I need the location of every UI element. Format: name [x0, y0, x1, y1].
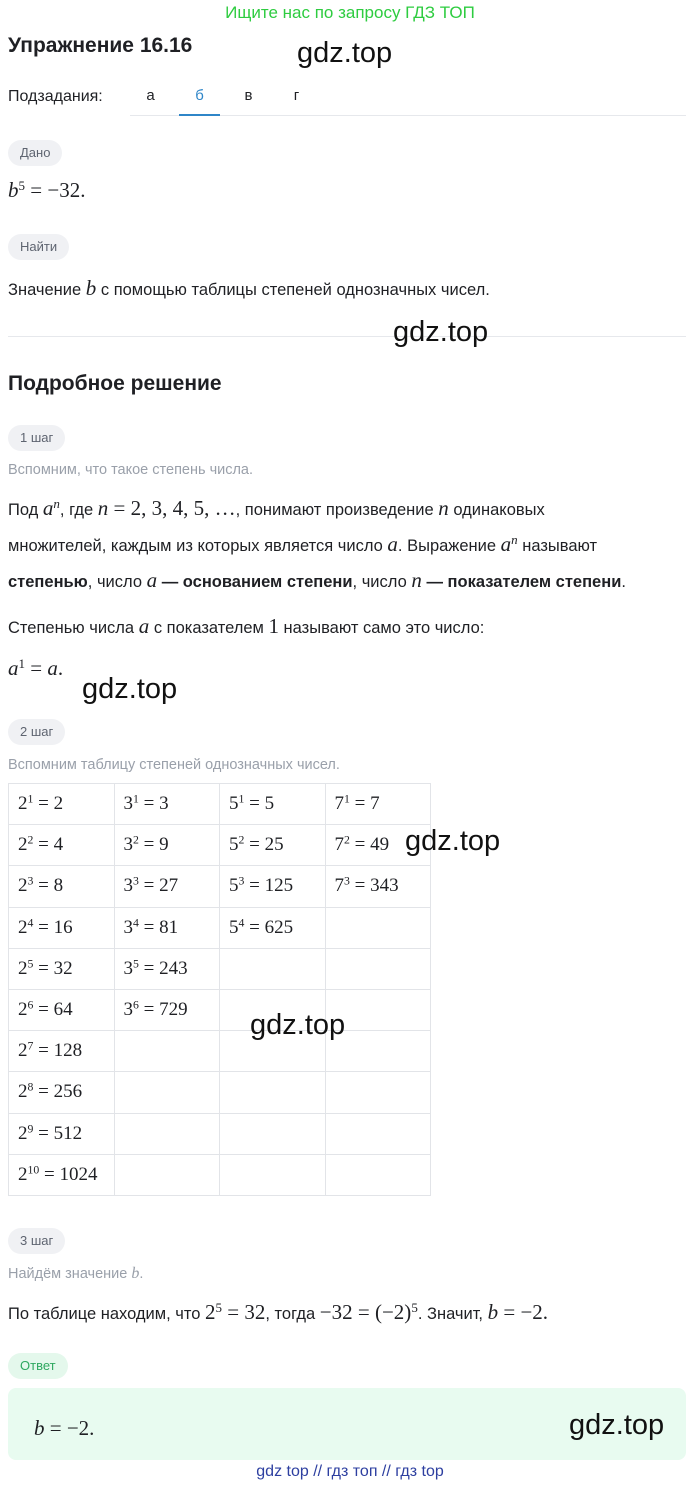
subtasks-label: Подзадания:	[8, 88, 103, 105]
cell-value: 128	[53, 1040, 83, 1062]
cell-base: 3	[123, 916, 133, 938]
cell-value: 1024	[59, 1163, 98, 1185]
table-cell: $3^5 = 243$	[114, 948, 220, 989]
cell-base: 3	[123, 793, 133, 815]
cell-base: 2	[18, 834, 28, 856]
table-row	[9, 948, 431, 989]
cell-base: 2	[18, 875, 28, 897]
cell-value: 343	[370, 875, 399, 897]
cell-base: 7	[334, 793, 344, 815]
text-fragment: . Выражение	[397, 537, 497, 555]
cell-exponent: 10	[27, 1163, 40, 1177]
find-text-before: Значение	[8, 281, 82, 299]
given-value: −32.	[47, 178, 86, 202]
step1-line4: Степенью числа a с показателем 1 называют само это число:	[8, 614, 485, 638]
cell-exponent: 1	[133, 792, 139, 806]
cell-exponent: 7	[27, 1039, 34, 1053]
table-cell	[325, 907, 431, 948]
cell-value: 3	[159, 793, 169, 815]
cell-exponent: 4	[133, 916, 139, 930]
cell-value: 8	[53, 875, 64, 897]
page-title: Упражнение 16.16	[8, 34, 193, 57]
table-cell: $7^3 = 343$	[325, 866, 431, 907]
watermark: gdz.top	[82, 673, 178, 705]
math-fragment: 5	[411, 1299, 418, 1315]
cell-value: 25	[264, 834, 284, 856]
cell-value: 2	[53, 793, 64, 815]
table-cell	[220, 1154, 326, 1195]
table-row	[9, 1072, 431, 1113]
step1-line2: множителей, каждым из которых является число a. Выражение $a^n$ называют	[8, 531, 598, 556]
table-cell: $3^1 = 3$	[114, 784, 220, 825]
table-cell: $2^4 = 16$	[9, 907, 115, 948]
cell-exponent: 8	[27, 1080, 34, 1094]
math-fragment: −32 = (−2)	[319, 1300, 412, 1324]
math-fragment: = 2, 3, 4, 5, …	[113, 496, 236, 520]
divider	[8, 336, 686, 337]
step1-line1: Под $a^n$, где n = 2, 3, 4, 5, …, понимают произведение n одинаковых	[8, 495, 545, 520]
cell-value: 625	[264, 916, 294, 938]
watermark: gdz.top	[569, 1409, 665, 1441]
table-cell: $3^4 = 81$	[114, 907, 220, 948]
table-cell: $3^2 = 9$	[114, 825, 220, 866]
table-cell	[325, 1154, 431, 1195]
table-cell: $7^2 = 49$	[325, 825, 431, 866]
cell-value: 125	[264, 875, 294, 897]
table-cell	[114, 1113, 220, 1154]
bold-fragment: —	[161, 573, 179, 591]
find-text-after: с помощью таблицы степеней однозначных чисел.	[100, 281, 490, 299]
cell-exponent: 3	[133, 875, 139, 888]
tab-a[interactable]: а	[146, 87, 155, 104]
table-cell: $2^2 = 4$	[9, 825, 115, 866]
cell-base: 2	[18, 999, 28, 1021]
answer-formula: b = −2.	[34, 1416, 95, 1440]
text-fragment: , тогда	[265, 1305, 316, 1323]
table-cell: $3^6 = 729$	[114, 989, 220, 1030]
cell-base: 3	[123, 957, 133, 979]
table-row	[9, 784, 431, 825]
tab-v[interactable]: в	[244, 87, 253, 104]
cell-exponent: 3	[27, 875, 34, 888]
cell-value: 729	[159, 999, 188, 1021]
table-row	[9, 989, 431, 1030]
cell-base: 2	[18, 1122, 28, 1144]
find-badge: Найти	[8, 234, 69, 260]
answer-badge: Ответ	[8, 1353, 68, 1379]
table-cell	[220, 1113, 326, 1154]
text-fragment: , число	[87, 573, 143, 591]
text-fragment: Степенью числа	[8, 619, 135, 637]
bold-fragment: показателем степени	[447, 573, 622, 591]
table-row	[9, 1154, 431, 1195]
text-fragment: По таблице находим, что	[8, 1305, 201, 1323]
cell-exponent: 1	[27, 792, 34, 806]
step2-hint: Вспомним таблицу степеней однозначных чисел.	[8, 757, 340, 773]
table-cell	[325, 948, 431, 989]
given-formula: $b^5 = -32$.	[8, 177, 86, 202]
tab-b[interactable]: б	[179, 80, 220, 116]
text-fragment: называют	[522, 537, 598, 555]
cell-base: 3	[123, 999, 133, 1021]
step3-hint: Найдём значение b.	[8, 1265, 144, 1282]
cell-exponent: 2	[27, 833, 34, 847]
math-fragment: = 32	[227, 1300, 266, 1324]
table-cell: $3^3 = 27$	[114, 866, 220, 907]
cell-base: 7	[334, 834, 344, 856]
math-fragment: =	[30, 656, 43, 680]
cell-exponent: 4	[27, 916, 34, 930]
cell-exponent: 9	[27, 1122, 34, 1136]
table-row	[9, 1113, 431, 1154]
powers-table	[8, 783, 431, 1196]
text-fragment: , где	[59, 501, 94, 519]
cell-exponent: 5	[27, 957, 34, 971]
table-row	[9, 866, 431, 907]
table-cell: $2^3 = 8$	[9, 866, 115, 907]
text-fragment: . Значит,	[417, 1305, 484, 1323]
table-cell: $2^5 = 32$	[9, 948, 115, 989]
watermark: gdz.top	[393, 316, 489, 348]
math-fragment: = −2.	[503, 1300, 549, 1324]
text-fragment: , понимают произведение	[235, 501, 434, 519]
table-row	[9, 907, 431, 948]
step1-formula: $a^1 = a$.	[8, 655, 64, 680]
text-fragment: Найдём значение	[8, 1266, 128, 1282]
footer-links: gdz top // гдз топ // гдз top	[256, 1463, 444, 1480]
cell-value: 243	[159, 957, 188, 979]
math-fragment: 1	[268, 614, 279, 638]
table-cell: $2^8 = 256$	[9, 1072, 115, 1113]
text-fragment: , число	[352, 573, 407, 591]
bold-fragment: основанием степени	[182, 573, 353, 591]
text-fragment: .	[621, 573, 626, 591]
cell-base: 5	[229, 834, 239, 856]
cell-base: 2	[18, 1040, 28, 1062]
step3-line: По таблице находим, что $2^5 = 32$, тогда $-32 = (-2)^5$. Значит, b = −2.	[8, 1299, 549, 1324]
cell-base: 3	[123, 834, 133, 856]
subtasks-tabs	[130, 80, 686, 116]
cell-exponent: 2	[238, 833, 245, 847]
watermark: gdz.top	[250, 1009, 346, 1041]
solution-title: Подробное решение	[8, 372, 222, 395]
cell-exponent: 2	[133, 833, 139, 847]
cell-exponent: 2	[344, 833, 350, 847]
cell-base: 5	[229, 916, 239, 938]
table-cell: $2^{10} = 1024$	[9, 1154, 115, 1195]
step1-badge: 1 шаг	[8, 425, 65, 451]
cell-base: 5	[229, 875, 239, 897]
step2-badge: 2 шаг	[8, 719, 65, 745]
cell-value: 27	[159, 875, 179, 897]
cell-value: 32	[53, 957, 73, 979]
table-cell: $5^2 = 25$	[220, 825, 326, 866]
cell-value: 512	[53, 1122, 83, 1144]
cell-base: 2	[18, 916, 28, 938]
table-cell	[325, 1113, 431, 1154]
table-cell: $5^1 = 5$	[220, 784, 326, 825]
table-cell	[220, 948, 326, 989]
table-cell: $2^6 = 64$	[9, 989, 115, 1030]
cell-value: 9	[159, 834, 169, 856]
watermark: gdz.top	[405, 825, 501, 857]
cell-base: 3	[123, 875, 133, 897]
find-text: Значение b с помощью таблицы степеней однозначных чисел.	[8, 276, 490, 300]
cell-value: 5	[264, 793, 275, 815]
step1-hint: Вспомним, что такое степень числа.	[8, 462, 254, 478]
cell-base: 5	[229, 793, 239, 815]
cell-exponent: 6	[133, 998, 139, 1012]
text-fragment: называют само это число:	[283, 619, 485, 637]
text-fragment: множителей, каждым из которых является число	[8, 537, 383, 555]
tab-g[interactable]: г	[293, 87, 300, 104]
table-cell	[325, 1072, 431, 1113]
table-row	[9, 825, 431, 866]
cell-value: 64	[53, 999, 73, 1021]
table-row	[9, 1031, 431, 1072]
text-fragment: одинаковых	[453, 501, 545, 519]
cell-exponent: 5	[133, 957, 139, 971]
cell-value: 16	[53, 916, 73, 938]
answer-value: = −2.	[49, 1416, 95, 1440]
table-cell: $5^3 = 125$	[220, 866, 326, 907]
cell-exponent: 3	[238, 875, 245, 888]
cell-base: 2	[18, 1163, 28, 1185]
table-cell	[220, 1072, 326, 1113]
cell-exponent: 3	[344, 875, 350, 888]
text-fragment: Под	[8, 501, 39, 519]
text-fragment: с показателем	[153, 619, 264, 637]
cell-value: 81	[159, 916, 179, 938]
bold-fragment: —	[426, 573, 443, 591]
watermark: gdz.top	[297, 37, 393, 69]
cell-value: 7	[370, 793, 380, 815]
table-cell	[114, 1154, 220, 1195]
cell-base: 2	[18, 1081, 28, 1103]
text-fragment: .	[139, 1266, 144, 1282]
table-cell: $5^4 = 625$	[220, 907, 326, 948]
table-cell: $2^9 = 512$	[9, 1113, 115, 1154]
cell-exponent: 6	[27, 998, 34, 1012]
cell-base: 7	[334, 875, 344, 897]
cell-exponent: 1	[344, 792, 350, 806]
table-cell: $2^7 = 128$	[9, 1031, 115, 1072]
cell-base: 2	[18, 793, 28, 815]
table-cell	[114, 1031, 220, 1072]
cell-value: 4	[53, 834, 64, 856]
search-banner: Ищите нас по запросу ГДЗ ТОП	[225, 3, 475, 22]
cell-value: 256	[53, 1081, 83, 1103]
step3-badge: 3 шаг	[8, 1228, 65, 1254]
bold-fragment: степенью	[8, 573, 88, 591]
table-cell: $7^1 = 7$	[325, 784, 431, 825]
table-cell: $2^1 = 2$	[9, 784, 115, 825]
step1-line3: степенью, число a — основанием степени, число n — показателем степени.	[8, 568, 626, 592]
cell-value: 49	[370, 834, 390, 856]
table-cell	[114, 1072, 220, 1113]
cell-exponent: 4	[238, 916, 245, 930]
given-badge: Дано	[8, 140, 62, 166]
cell-exponent: 1	[238, 792, 245, 806]
cell-base: 2	[18, 957, 28, 979]
